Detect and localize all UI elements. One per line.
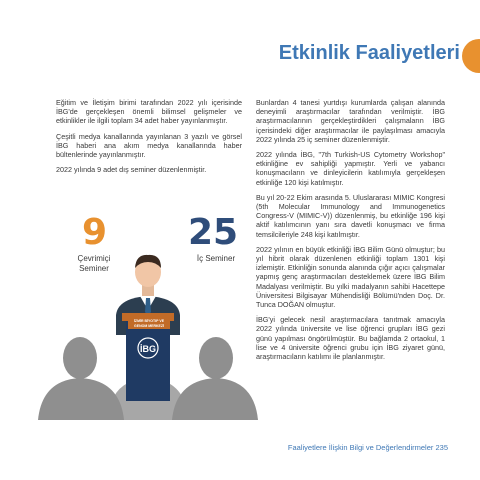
audience-silhouette-right (172, 337, 258, 420)
right-paragraph: Bu yıl 20-22 Ekim arasında 5. Uluslararası MIMIC Kongresi (5th Molecular Immunology and Immunogenetics Congress-V (MIMIC-V)) düzenlenmiş, bu etkinliğe 196 kişi aktif katılımcının yanı sıra davetli konuşmacı ve firma temsilcileriyle 248 kişi katılmıştır. (256, 192, 445, 239)
audience-silhouette-left (38, 337, 124, 420)
podium-sign: İZMİR BİYOTIP VE GENOM MERKEZİ (128, 318, 170, 329)
right-column (256, 98, 445, 367)
page-footer: Faaliyetlere İlişkin Bilgi ve Değerlendirmeler 235 (287, 443, 448, 452)
right-paragraph: Bunlardan 4 tanesi yurtdışı kurumlarda çalışan alanında deneyimli araştırmacılar tarafından verilmiştir. İBG araştırmacılarının gerçekleştirdikleri çalışmaların İBG içerisindeki diğer araştırmacılar ile paylaşılması amacıyla 2022 yılında 25 iç seminer düzenlenmiştir. (256, 98, 445, 144)
left-paragraph: 2022 yılında 9 adet dış seminer düzenlenmiştir. (56, 165, 207, 175)
left-column (56, 98, 242, 180)
stat-label-internal-seminar: İç Seminer (196, 254, 236, 263)
stat-number-online-seminar: 9 (82, 212, 108, 253)
left-paragraph: Çeşitli medya kanallarında yayınlanan 3 yazılı ve görsel İBG haberi ana akım medya kanallarında haber bültenlerinde yayınlanmıştır. (56, 131, 242, 160)
stat-label-online-seminar: Çevrimiçi Seminer (77, 254, 111, 273)
chapter-tab-marker (462, 39, 480, 73)
stat-number-internal-seminar: 25 (188, 212, 239, 253)
right-paragraph: İBG'yi gelecek nesil araştırmacılara tanıtmak amacıyla 2022 yılında üniversite ve lise öğrenci grupları İBG gezi günü yapılması öngörülmüştür. Bu bağlamda 2 ortaokul, 1 lise ve 4 üniversite öğrenci grubu için İBG ziyaret günü, araştırmacıların katılımı ile planlanmıştır. (256, 315, 445, 362)
svg-text:İBG: İBG (139, 344, 157, 354)
left-paragraph: Eğitim ve İletişim birimi tarafından 2022 yılı içerisinde İBG'de gerçekleşen önemli bilimsel gelişmeler ve etkinlikler ile ilgili toplam 34 adet haber yayınlanmıştır. (56, 98, 242, 126)
page-title: Etkinlik Faaliyetleri (278, 42, 460, 64)
right-paragraph: 2022 yılının en büyük etkinliği İBG Bilim Günü olmuştur; bu yıl hibrit olarak düzenlenen etkinliği toplam 1301 kişi izlemiştir. Etkinliğin sonunda alanında çığır açıcı çalışmalar yapmış genç araştırmacıları desteklemek üzere İBG Bilim Madalyası verilmiştir. Bu yılki madalyanın sahibi Hacettepe Üniversitesi Bilgisayar Mühendisliği Bölümü'nden Doç. Dr. Tunca DOĞAN olmuştur. (256, 244, 445, 310)
right-paragraph: 2022 yılında İBG, "7th Turkish-US Cytometry Workshop" etkinliğine ev sahipliği yapmıştır. Yerli ve yabancı konuşmacıların ve dinleyicilerin katılımıyla gerçekleşen etkinliğe 120 kişi katılmıştır. (256, 150, 445, 187)
